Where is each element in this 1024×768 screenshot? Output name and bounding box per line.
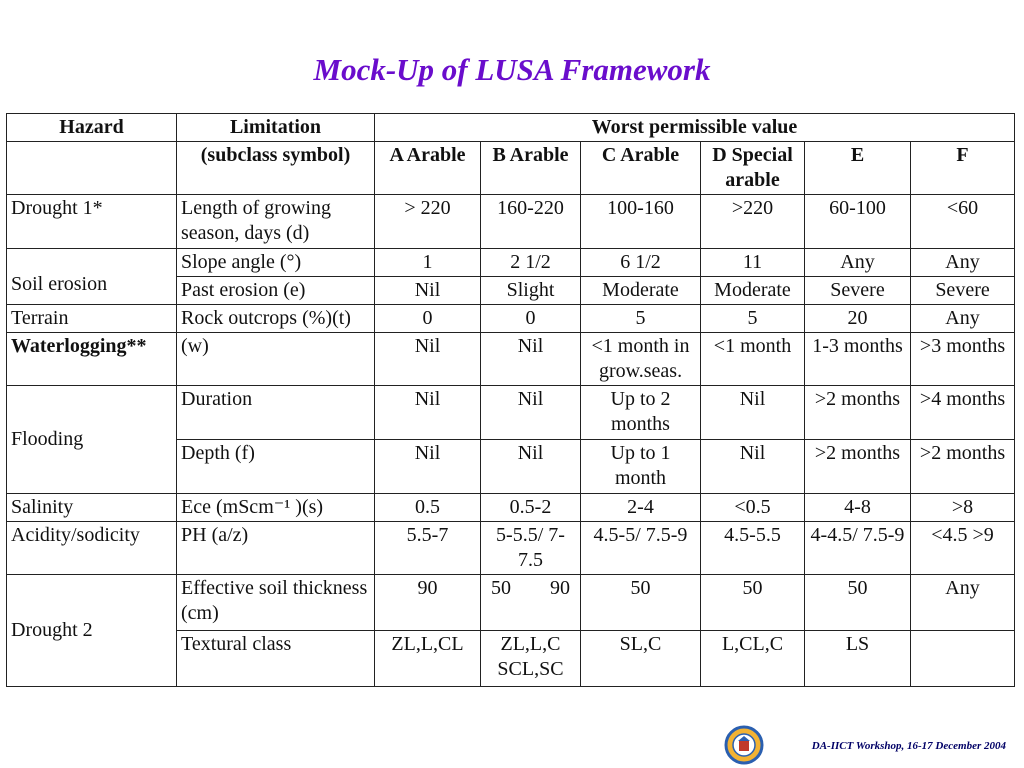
table-row — [7, 522, 1015, 575]
value-cell: Any — [805, 249, 911, 277]
value-cell: Up to 2 months — [581, 386, 701, 440]
value-cell: 4.5-5.5 — [701, 522, 805, 575]
value-cell: > 220 — [375, 195, 481, 249]
value-cell: ZL,L,CL — [375, 631, 481, 687]
value-cell: 50 — [491, 577, 511, 599]
value-cell: >3 months — [911, 333, 1015, 386]
value-cell: >2 months — [805, 440, 911, 494]
value-cell: 5-5.5/ 7-7.5 — [481, 522, 581, 575]
hazard-cell: Soil erosion — [11, 273, 108, 295]
value-cell: Slight — [481, 277, 581, 305]
value-cell: >220 — [701, 195, 805, 249]
slide-title: Mock-Up of LUSA Framework — [313, 52, 711, 87]
value-cell: 5.5-7 — [375, 522, 481, 575]
value-cell: 6 1/2 — [581, 249, 701, 277]
hazard-cell: Waterlogging** — [7, 333, 177, 386]
table-row — [7, 195, 1015, 249]
header-hazard: Hazard — [7, 114, 177, 142]
header-class-d: D Special arable — [701, 142, 805, 195]
value-cell: Moderate — [581, 277, 701, 305]
value-cell: 4.5-5/ 7.5-9 — [581, 522, 701, 575]
value-cell: 60-100 — [805, 195, 911, 249]
value-cell: Up to 1 month — [581, 440, 701, 494]
header-class-a: A Arable — [375, 142, 481, 195]
value-cell: 5 — [701, 305, 805, 333]
value-cell: >2 months — [805, 386, 911, 440]
value-cell: LS — [805, 631, 911, 687]
limitation-cell: Ece (mScm⁻¹ )(s) — [177, 494, 375, 522]
table-row — [7, 575, 1015, 631]
hazard-cell: Drought 2 — [7, 575, 177, 687]
table-row — [7, 494, 1015, 522]
header-limitation: Limitation — [177, 114, 375, 142]
table-row — [7, 305, 1015, 333]
hazard-cell: Drought 1* — [7, 195, 177, 249]
value-cell: Nil — [481, 440, 581, 494]
institute-logo-icon — [724, 725, 764, 765]
limitation-cell: PH (a/z) — [177, 522, 375, 575]
value-cell: SL,C — [581, 631, 701, 687]
hazard-cell: Acidity/sodicity — [7, 522, 177, 575]
value-cell: 11 — [701, 249, 805, 277]
value-cell: 50 — [701, 575, 805, 631]
value-cell: 4-8 — [805, 494, 911, 522]
value-cell: ZL,L,C SCL,SC — [481, 631, 581, 687]
table-row — [7, 277, 1015, 305]
limitation-cell: Length of growing season, days (d) — [177, 195, 375, 249]
value-cell: 50 — [581, 575, 701, 631]
header-worst-value: Worst permissible value — [375, 114, 1015, 142]
limitation-cell: Rock outcrops (%)(t) — [177, 305, 375, 333]
table-row — [7, 249, 1015, 277]
value-cell: >4 months — [911, 386, 1015, 440]
value-cell: Any — [911, 575, 1015, 631]
limitation-cell: Depth (f) — [177, 440, 375, 494]
value-cell: 160-220 — [481, 195, 581, 249]
limitation-cell: Past erosion (e) — [177, 277, 375, 305]
value-cell: 90 — [375, 575, 481, 631]
value-cell: 0.5-2 — [481, 494, 581, 522]
value-cell: 100-160 — [581, 195, 701, 249]
lusa-table — [6, 113, 1015, 687]
value-cell: 2 1/2 — [481, 249, 581, 277]
value-cell: Nil — [701, 386, 805, 440]
limitation-cell: Slope angle (°) — [177, 249, 375, 277]
limitation-cell: Textural class — [177, 631, 375, 687]
hazard-cell: Salinity — [7, 494, 177, 522]
value-cell: 5 — [581, 305, 701, 333]
value-cell: Severe — [805, 277, 911, 305]
value-cell: Severe — [911, 277, 1015, 305]
value-cell: <60 — [911, 195, 1015, 249]
value-cell: Nil — [701, 440, 805, 494]
header-subclass-symbol: (subclass symbol) — [177, 142, 375, 195]
limitation-cell: Effective soil thickness (cm) — [177, 575, 375, 631]
header-class-e: E — [805, 142, 911, 195]
value-cell: Moderate — [701, 277, 805, 305]
value-cell — [911, 631, 1015, 687]
value-cell: Nil — [375, 386, 481, 440]
value-cell: 20 — [805, 305, 911, 333]
value-cell: 2-4 — [581, 494, 701, 522]
value-cell: Any — [911, 305, 1015, 333]
value-cell: 1-3 months — [805, 333, 911, 386]
value-cell: >2 months — [911, 440, 1015, 494]
value-cell: 1 — [375, 249, 481, 277]
header-class-f: F — [911, 142, 1015, 195]
header-class-c: C Arable — [581, 142, 701, 195]
footer-text: DA-IICT Workshop, 16-17 December 2004 — [811, 740, 1006, 752]
hazard-cell: Terrain — [7, 305, 177, 333]
header-class-b: B Arable — [481, 142, 581, 195]
value-cell: Nil — [481, 386, 581, 440]
value-cell: <1 month in grow.seas. — [581, 333, 701, 386]
value-cell: <1 month — [701, 333, 805, 386]
table-row — [7, 333, 1015, 386]
value-cell: L,CL,C — [701, 631, 805, 687]
limitation-cell: (w) — [177, 333, 375, 386]
value-cell: 0 — [481, 305, 581, 333]
hazard-cell: Flooding — [7, 386, 177, 494]
value-cell: Nil — [481, 333, 581, 386]
value-cell: Nil — [375, 333, 481, 386]
limitation-cell: Duration — [177, 386, 375, 440]
value-cell: >8 — [911, 494, 1015, 522]
value-cell: 0 — [375, 305, 481, 333]
value-cell: 4-4.5/ 7.5-9 — [805, 522, 911, 575]
value-cell: Nil — [375, 440, 481, 494]
value-cell: 50 — [805, 575, 911, 631]
value-cell: Any — [911, 249, 1015, 277]
value-cell: 0.5 — [375, 494, 481, 522]
table-row — [7, 386, 1015, 440]
value-cell: <4.5 >9 — [911, 522, 1015, 575]
value-cell: 90 — [550, 577, 570, 599]
value-cell: Nil — [375, 277, 481, 305]
value-cell: <0.5 — [701, 494, 805, 522]
